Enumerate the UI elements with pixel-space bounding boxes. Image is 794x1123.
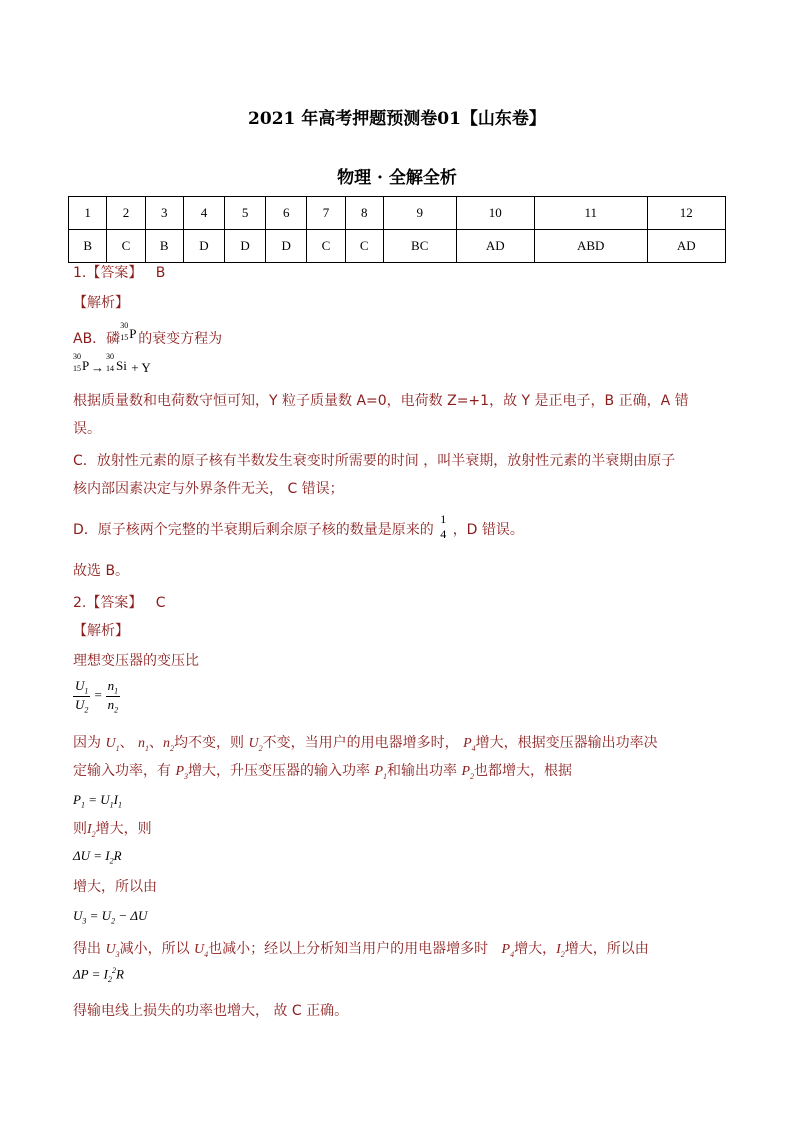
q2-b1: 定输入功率，有 — [73, 763, 171, 779]
question-number-cell: 5 — [225, 197, 266, 230]
q1-line5-prefix: D．原子核两个完整的半衰期后剩余原子核的数量是原来的 — [73, 522, 434, 538]
question-number-cell: 3 — [145, 197, 183, 230]
answer-cell: ABD — [534, 230, 647, 263]
q2-answer-line — [73, 592, 166, 612]
q2-line-a: 因为 $U_1$、 $n_1$、$n_2$均不变，则 $U_2$不变，当用户的用电器增多时， $P_4$增大，根据变压器输出功率决 — [73, 735, 658, 753]
eq-p-charge: 15 — [73, 364, 81, 373]
q1-line2: 误。 — [73, 421, 101, 437]
question-number-cell: 1 — [69, 197, 107, 230]
fraction-one-quarter — [438, 512, 448, 542]
q1-p-nuclide — [120, 321, 138, 343]
answer-cell: C — [345, 230, 383, 263]
answer-cell: D — [183, 230, 224, 263]
eq-si-mass: 30 — [106, 352, 114, 361]
answer-cell: C — [107, 230, 145, 263]
q1-line4: 核内部因素决定与外界条件无关， C 错误； — [73, 481, 344, 497]
q2-intro: 理想变压器的变压比 — [73, 653, 199, 669]
q2-final: 得输电线上损失的功率也增大， 故 C 正确。 — [73, 1003, 349, 1019]
question-number-cell: 12 — [647, 197, 725, 230]
page-title: 2021 年高考押题预测卷01【山东卷】 — [248, 109, 546, 129]
question-number-cell: 6 — [266, 197, 307, 230]
q2-head: 2.【答案】 — [73, 595, 143, 611]
q2-get-mid3: 增大， — [514, 941, 557, 957]
q1-conclusion: 故选 B。 — [73, 563, 130, 579]
q1-line1: 根据质量数和电荷数守恒可知，Y 粒子质量数 A=0，电荷数 Z=+1，故 Y 是正电子，B 正确，A 错 — [73, 393, 689, 409]
answer-cell: B — [145, 230, 183, 263]
question-number-cell: 7 — [307, 197, 345, 230]
question-number-cell: 11 — [534, 197, 647, 230]
question-number-cell: 10 — [456, 197, 534, 230]
formula-delta-p: $\Delta P = I_2^2R$ — [73, 966, 124, 984]
q1-p-mass: 30 — [120, 321, 129, 330]
question-number-cell: 9 — [383, 197, 456, 230]
q2-analysis-label: 【解析】 — [73, 623, 129, 639]
q2-then-i2: 则$I_2$增大，则 — [73, 821, 152, 839]
q1-p-symbol: P — [129, 326, 137, 341]
eq-si-charge: 14 — [106, 364, 114, 373]
q1-ab-line — [73, 321, 223, 348]
answer-cell: AD — [647, 230, 725, 263]
q2-a4: 增大，根据变压器输出功率决 — [475, 735, 658, 751]
q1-ab-suffix: 的衰变方程为 — [138, 331, 223, 347]
eq-si-symbol: Si — [116, 358, 127, 373]
question-number-cell: 8 — [345, 197, 383, 230]
q2-get-mid4: 增大，所以由 — [564, 941, 649, 957]
q1-equation — [73, 352, 151, 376]
question-number-cell: 4 — [183, 197, 224, 230]
formula-u3: $U_3 = U_2 - \Delta U$ — [73, 908, 148, 926]
q2-get-line: 得出 $U_3$减小，所以 $U_4$也减小；经以上分析知当用户的用电器增多时 $P_4$增大，$I_2$增大，所以由 — [73, 941, 649, 959]
q2-increase-so: 增大，所以由 — [73, 879, 157, 895]
q1-head: 1.【答案】 — [73, 265, 143, 281]
q2-a2: 均不变，则 — [174, 735, 245, 751]
eq-plus-y: + Y — [131, 360, 151, 375]
page-subtitle: 物理 · 全解全析 — [337, 168, 457, 188]
q2-line-b: 定输入功率，有 $P_3$增大，升压变压器的输入功率 $P_1$和输出功率 $P_2$也都增大，根据 — [73, 763, 573, 781]
eq-p-mass: 30 — [73, 352, 81, 361]
eq-arrow: → — [91, 360, 104, 375]
frac-den: 4 — [440, 527, 447, 541]
q1-answer-line — [73, 262, 165, 282]
q1-analysis-label: 【解析】 — [73, 295, 129, 311]
q1-p-charge: 15 — [120, 333, 129, 342]
frac-num: 1 — [440, 512, 447, 526]
q2-b3: 和输出功率 — [387, 763, 458, 779]
answer-cell: D — [266, 230, 307, 263]
formula-delta-u: $\Delta U = I_2R$ — [73, 848, 122, 866]
q1-answer: B — [155, 265, 166, 281]
formula-p1: $P_1 = U_1I_1$ — [73, 792, 122, 810]
answer-table-answer-row — [69, 230, 726, 263]
answer-cell: C — [307, 230, 345, 263]
q1-line3: C．放射性元素的原子核有半数发生衰变时所需要的时间 ，叫半衰期，放射性元素的半衰期由原子 — [73, 453, 676, 469]
formula-turns-ratio: $\frac{U_1}{U_2}$ = $\frac{n_1}{n_2}$ — [75, 678, 119, 715]
q2-a3: 不变，当用户的用电器增多时， — [262, 735, 459, 751]
answer-table — [68, 196, 726, 263]
q1-ab-prefix: AB．磷 — [73, 331, 121, 347]
q2-get-mid2: 也减小；经以上分析知当用户的用电器增多时 — [208, 941, 489, 957]
q2-then1: 增大，则 — [95, 821, 152, 837]
q2-get-mid1: 减小，所以 — [119, 941, 190, 957]
eq-p-symbol: P — [82, 358, 90, 373]
answer-cell: AD — [456, 230, 534, 263]
q2-answer: C — [155, 595, 166, 611]
q2-b4: 也都增大，根据 — [474, 763, 573, 779]
q2-b2: 增大，升压变压器的输入功率 — [188, 763, 371, 779]
answer-table-number-row — [69, 197, 726, 230]
q2-get-prefix: 得出 — [73, 941, 101, 957]
question-number-cell: 2 — [107, 197, 145, 230]
answer-cell: B — [69, 230, 107, 263]
q1-line5 — [73, 512, 524, 542]
q2-then-prefix: 则 — [73, 821, 87, 837]
answer-cell: BC — [383, 230, 456, 263]
answer-cell: D — [225, 230, 266, 263]
q1-line5-suffix: ，D 错误。 — [452, 522, 524, 538]
q2-a1: 因为 — [73, 735, 101, 751]
